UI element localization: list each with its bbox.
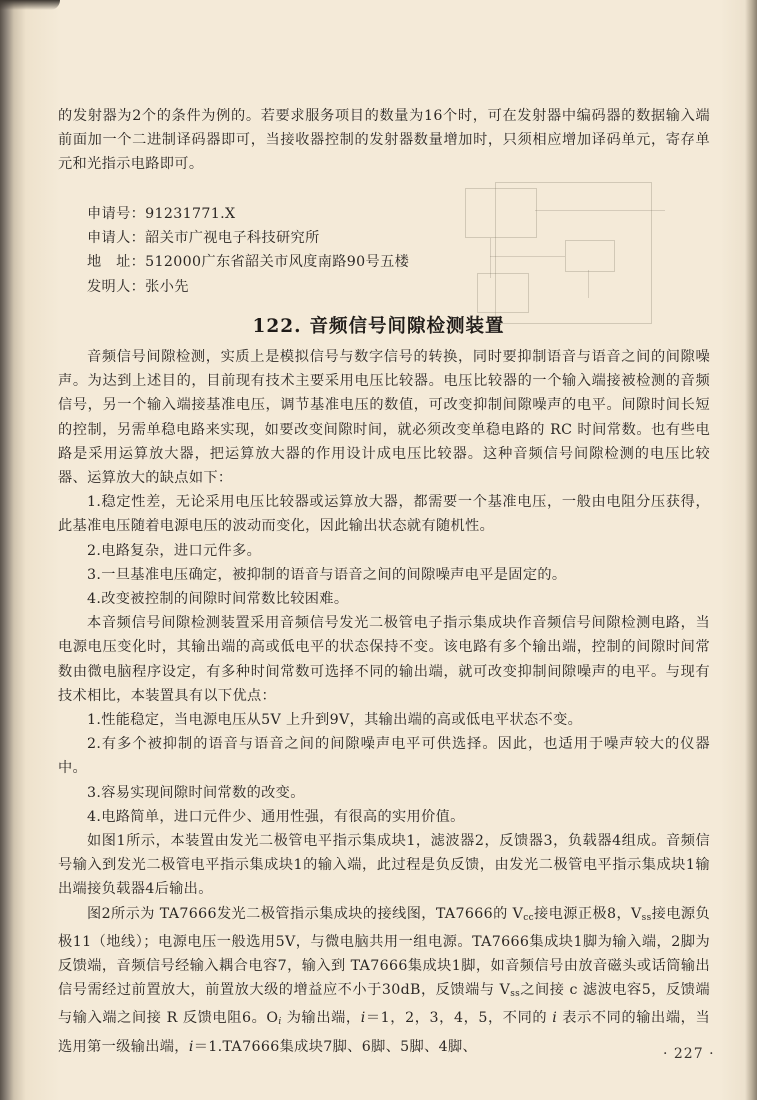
variable-i: i: [188, 1038, 194, 1055]
patent-info: [87, 202, 409, 299]
paragraph: 音频信号间隙检测，实质上是模拟信号与数字信号的转换，同时要抑制语音与语音之间的间隙噪声。为达到上述目的，目前现有技术主要采用电压比较器。电压比较器的一个输入端接被检测的音频信号，另一个输入端接基准电压，调节基准电压的数值，可改变抑制间隙噪声的电平。间隙时间长短的控制，另需单稳电路来实现，如要改变间隙时间，就必须改变单稳电路的 RC 时间常数。也有些电路是采用运算放大器，把运算放大器的作用设计成电压比较器。这种音频信号间隙检测的电压比较器、运算放大的缺点如下：: [58, 349, 710, 487]
inventor-row: [87, 275, 409, 299]
bleed-through-line: [490, 238, 491, 278]
paragraph: 如图1所示，本装置由发光二极管电平指示集成块1，滤波器2，反馈器3，负载器4组成。音频信号输入到发光二极管电平指示集成块1的输入端，此过程是负反馈，由发光二极管电平指示集成块1输出端接负载器4后输出。: [58, 833, 710, 898]
address-label: 地 址：: [87, 254, 146, 271]
paragraph: 本音频信号间隙检测装置采用音频信号发光二极管电子指示集成块作音频信号间隙检测电路，当电源电压变化时，其输出端的高或低电平的状态保持不变。该电路有多个输出端，控制的间隙时间常数由微电脑程序设定，有多种时间常数可选择不同的输出端，就可改变抑制间隙噪声的电平。与现有技术相比，本装置具有以下优点：: [58, 615, 710, 704]
paragraph: 3.一旦基准电压确定，被抑制的语音与语音之间的间隙噪声电平是固定的。: [87, 566, 567, 583]
bleed-through-line: [535, 210, 665, 211]
paragraph: 4.改变被控制的间隙时间常数比较困难。: [87, 591, 349, 608]
intro-paragraph-block: [58, 104, 710, 177]
paragraph: 1.性能稳定，当电源电压从5V 上升到9V，其输出端的高或低电平状态不变。: [87, 712, 583, 729]
address-value: 512000广东省韶关市风度南路90号五楼: [145, 254, 410, 271]
application-number-value: 91231771.X: [145, 206, 236, 222]
intro-paragraph: 的发射器为2个的条件为例的。若要求服务项目的数量为16个时，可在发射器中编码器的数据输入端前面加一个二进制译码器即可，当接收器控制的发射器数量增加时，只须相应增加译码单元，寄存单元和光指示电路即可。: [58, 108, 710, 173]
paragraph: 3.容易实现间隙时间常数的改变。: [87, 784, 305, 801]
paragraph: 1.稳定性差，无论采用电压比较器或运算放大器，都需要一个基准电压，一般由电阻分压获得，此基准电压随着电源电压的波动而变化，因此输出状态就有随机性。: [58, 494, 710, 535]
applicant-row: [87, 226, 409, 250]
paragraph: 2.电路复杂，进口元件多。: [87, 542, 262, 559]
address-row: [87, 250, 409, 274]
subscript-ss: ss: [510, 989, 521, 1000]
section-heading: [0, 312, 757, 338]
page-number: · 227 ·: [663, 1046, 715, 1062]
subscript-i: i: [278, 1017, 282, 1028]
applicant-label: 申请人：: [87, 230, 146, 247]
body-text: [58, 345, 710, 1059]
paragraph-ta7666-wiring: 图2所示为 TA7666发光二极管指示集成块的接线图，TA7666的 $V_{cc}$接电源正极8，$V_{ss}$接电源负极11（地线）；电源电压一般选用5V，与微电脑共用一组电源。TA7666集成块1脚为输入端，2脚为反馈端，音频信号经输入耦合电容7，输入到 TA7666集成块1脚，如音频信号由放音磁头或话筒输出信号需经过前置放大，前置放大级的增益应不小于30dB，反馈端与 $V_{ss}$之间接 c 滤波电容5，反馈端与输入端之间接 R 反馈电阻6。$O_i$ 为输出端，i＝1，2，3，4，5，不同的 i 表示不同的输出端，当选用第一级输出端，i＝1.TA7666集成块7脚、6脚、5脚、4脚、: [58, 905, 710, 1055]
paragraph: 4.电路简单，进口元件少、通用性强，有很高的实用价值。: [87, 808, 465, 825]
application-number-label: 申请号：: [87, 206, 146, 222]
applicant-value: 韶关市广视电子科技研究所: [145, 230, 320, 247]
variable-i: i: [552, 1010, 558, 1027]
subscript-cc: cc: [523, 912, 534, 923]
subscript-ss: ss: [641, 912, 652, 923]
inventor-value: 张小先: [145, 278, 189, 295]
paragraph: 2.有多个被抑制的语音与语音之间的间隙噪声电平可供选择。因此，也适用于噪声较大的仪器中。: [58, 736, 710, 777]
variable-i: i: [360, 1010, 366, 1027]
bleed-through-line: [588, 270, 589, 298]
bleed-through-line: [490, 256, 565, 257]
bleed-through-box: [495, 182, 652, 324]
application-number-row: [87, 202, 409, 226]
section-number: 122.: [252, 316, 302, 337]
inventor-label: 发明人：: [87, 278, 146, 295]
section-title: 音频信号间隙检测装置: [309, 316, 505, 337]
